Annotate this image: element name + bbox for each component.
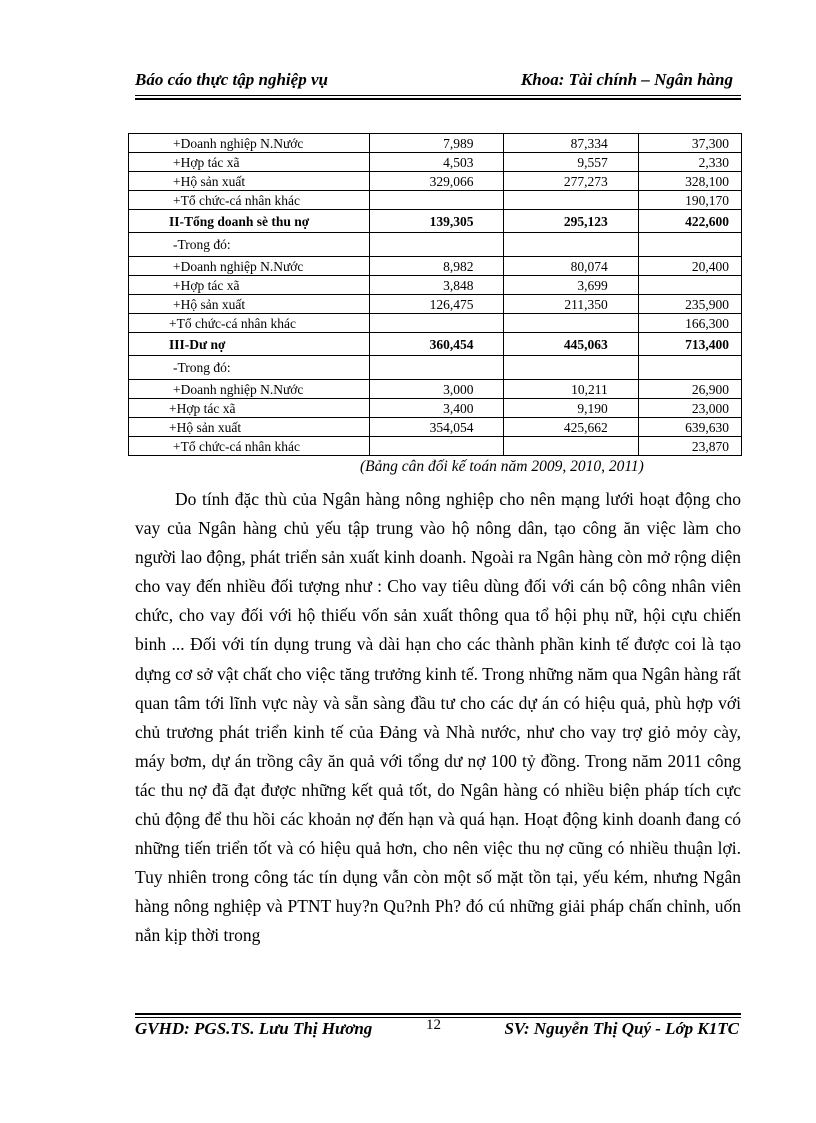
row-label: +Tổ chức-cá nhân khác (129, 314, 370, 333)
header-rule-thin (135, 95, 741, 96)
footer-rule-thick (135, 1013, 741, 1015)
table-row (129, 153, 742, 172)
value-2011: 20,400 (638, 257, 741, 276)
value-2011: 639,630 (638, 418, 741, 437)
table-row (129, 172, 742, 191)
page-number: 12 (426, 1017, 441, 1033)
value-2009 (370, 314, 504, 333)
value-2011: 2,330 (638, 153, 741, 172)
page-header (135, 70, 739, 94)
row-label: III-Dư nợ (129, 333, 370, 356)
table-row (129, 210, 742, 233)
row-label: +Tổ chức-cá nhân khác (129, 191, 370, 210)
table-row (129, 276, 742, 295)
header-faculty: Khoa: Tài chính – Ngân hàng (520, 70, 733, 89)
row-label: +Doanh nghiệp N.Nước (129, 380, 370, 399)
table-row (129, 233, 742, 257)
value-2011: 235,900 (638, 295, 741, 314)
credit-table (128, 133, 742, 456)
value-2009: 354,054 (370, 418, 504, 437)
value-2009: 4,503 (370, 153, 504, 172)
row-label: +Hợp tác xã (129, 399, 370, 418)
row-label: +Hợp tác xã (129, 153, 370, 172)
row-label: +Tổ chức-cá nhân khác (129, 437, 370, 456)
table-row (129, 356, 742, 380)
page-footer (135, 1019, 741, 1043)
body-text (135, 485, 741, 951)
row-label: +Doanh nghiệp N.Nước (129, 134, 370, 153)
value-2011 (638, 233, 741, 257)
table-row (129, 333, 742, 356)
value-2010: 295,123 (504, 210, 638, 233)
value-2009: 126,475 (370, 295, 504, 314)
value-2009: 139,305 (370, 210, 504, 233)
value-2009: 7,989 (370, 134, 504, 153)
value-2010 (504, 437, 638, 456)
header-report-title: Báo cáo thực tập nghiệp vụ (135, 70, 328, 89)
value-2010: 9,190 (504, 399, 638, 418)
table-row (129, 314, 742, 333)
value-2009: 3,848 (370, 276, 504, 295)
table-row (129, 399, 742, 418)
value-2009: 3,400 (370, 399, 504, 418)
value-2010: 425,662 (504, 418, 638, 437)
value-2010: 277,273 (504, 172, 638, 191)
row-label: +Doanh nghiệp N.Nước (129, 257, 370, 276)
table-row (129, 295, 742, 314)
value-2011: 713,400 (638, 333, 741, 356)
row-label: +Hộ sản xuất (129, 172, 370, 191)
value-2009 (370, 233, 504, 257)
row-label: +Hợp tác xã (129, 276, 370, 295)
row-label: II-Tổng doanh sè thu nợ (129, 210, 370, 233)
paragraph: Do tính đặc thù của Ngân hàng nông nghiệp cho nên mạng lưới hoạt động cho vay của Ngân hàng chủ yếu tập trung vào hộ nông dân, tạo công ăn việc làm cho người lao động, phát triển sản xuất kinh doanh. Ngoài ra Ngân hàng còn mở rộng diện cho vay đến nhiều đối tượng như : Cho vay tiêu dùng đối với cán bộ công nhân viên chức, cho vay đối với hộ thiếu vốn sản xuất thông qua tổ hội phụ nữ, hội cựu chiến binh ... Đối với tín dụng trung và dài hạn cho các thành phần kinh tế được coi là tạo dựng cơ sở vật chất cho việc tăng trưởng kinh tế. Trong những năm qua Ngân hàng rất quan tâm tới lĩnh vực này và sẵn sàng đầu tư cho các dự án có hiệu quả, phù hợp với chủ trương phát triển kinh tế của Đảng và Nhà nước, như cho vay trợ giỏ mỏy cày, máy bơm, dự án trồng cây ăn quả với tổng dư nợ 100 tỷ đồng. Trong năm 2011 công tác thu nợ đã đạt được những kết quả tốt, do Ngân hàng có nhiều biện pháp tích cực chủ động để thu hồi các khoản nợ đến hạn và quá hạn. Hoạt động kinh doanh đang có những tiến triển tốt và có hiệu quả hơn, cho nên việc thu nợ cũng có nhiều thuận lợi. Tuy nhiên trong công tác tín dụng vẫn còn một số mặt tồn tại, yếu kém, nhưng Ngân hàng nông nghiệp và PTNT huy?n Qu?nh Ph? đó cú những giải pháp chấn chỉnh, uốn nắn kịp thời trong (135, 489, 741, 946)
table-row (129, 134, 742, 153)
footer-supervisor: GVHD: PGS.TS. Lưu Thị Hương (135, 1019, 373, 1038)
row-label: -Trong đó: (129, 356, 370, 380)
header-rule-thick (135, 98, 741, 100)
value-2011 (638, 356, 741, 380)
table-row (129, 380, 742, 399)
table-caption: (Bảng cân đối kế toán năm 2009, 2010, 2011) (360, 458, 644, 475)
value-2011: 37,300 (638, 134, 741, 153)
value-2010: 87,334 (504, 134, 638, 153)
value-2009 (370, 356, 504, 380)
value-2010 (504, 314, 638, 333)
value-2011: 26,900 (638, 380, 741, 399)
row-label: +Hộ sản xuất (129, 418, 370, 437)
value-2010: 211,350 (504, 295, 638, 314)
value-2010: 80,074 (504, 257, 638, 276)
table-row (129, 191, 742, 210)
table-row (129, 257, 742, 276)
value-2010 (504, 233, 638, 257)
value-2009 (370, 437, 504, 456)
row-label: -Trong đó: (129, 233, 370, 257)
value-2010: 3,699 (504, 276, 638, 295)
value-2010 (504, 356, 638, 380)
value-2011: 190,170 (638, 191, 741, 210)
value-2009: 3,000 (370, 380, 504, 399)
value-2011: 422,600 (638, 210, 741, 233)
value-2010: 445,063 (504, 333, 638, 356)
value-2011: 23,000 (638, 399, 741, 418)
value-2010: 10,211 (504, 380, 638, 399)
value-2011 (638, 276, 741, 295)
table-row (129, 437, 742, 456)
value-2009: 360,454 (370, 333, 504, 356)
value-2009: 329,066 (370, 172, 504, 191)
footer-student: SV: Nguyễn Thị Quý - Lớp K1TC (504, 1019, 739, 1038)
table-row (129, 418, 742, 437)
row-label: +Hộ sản xuất (129, 295, 370, 314)
value-2011: 23,870 (638, 437, 741, 456)
value-2010 (504, 191, 638, 210)
value-2011: 166,300 (638, 314, 741, 333)
value-2009 (370, 191, 504, 210)
value-2011: 328,100 (638, 172, 741, 191)
value-2009: 8,982 (370, 257, 504, 276)
value-2010: 9,557 (504, 153, 638, 172)
